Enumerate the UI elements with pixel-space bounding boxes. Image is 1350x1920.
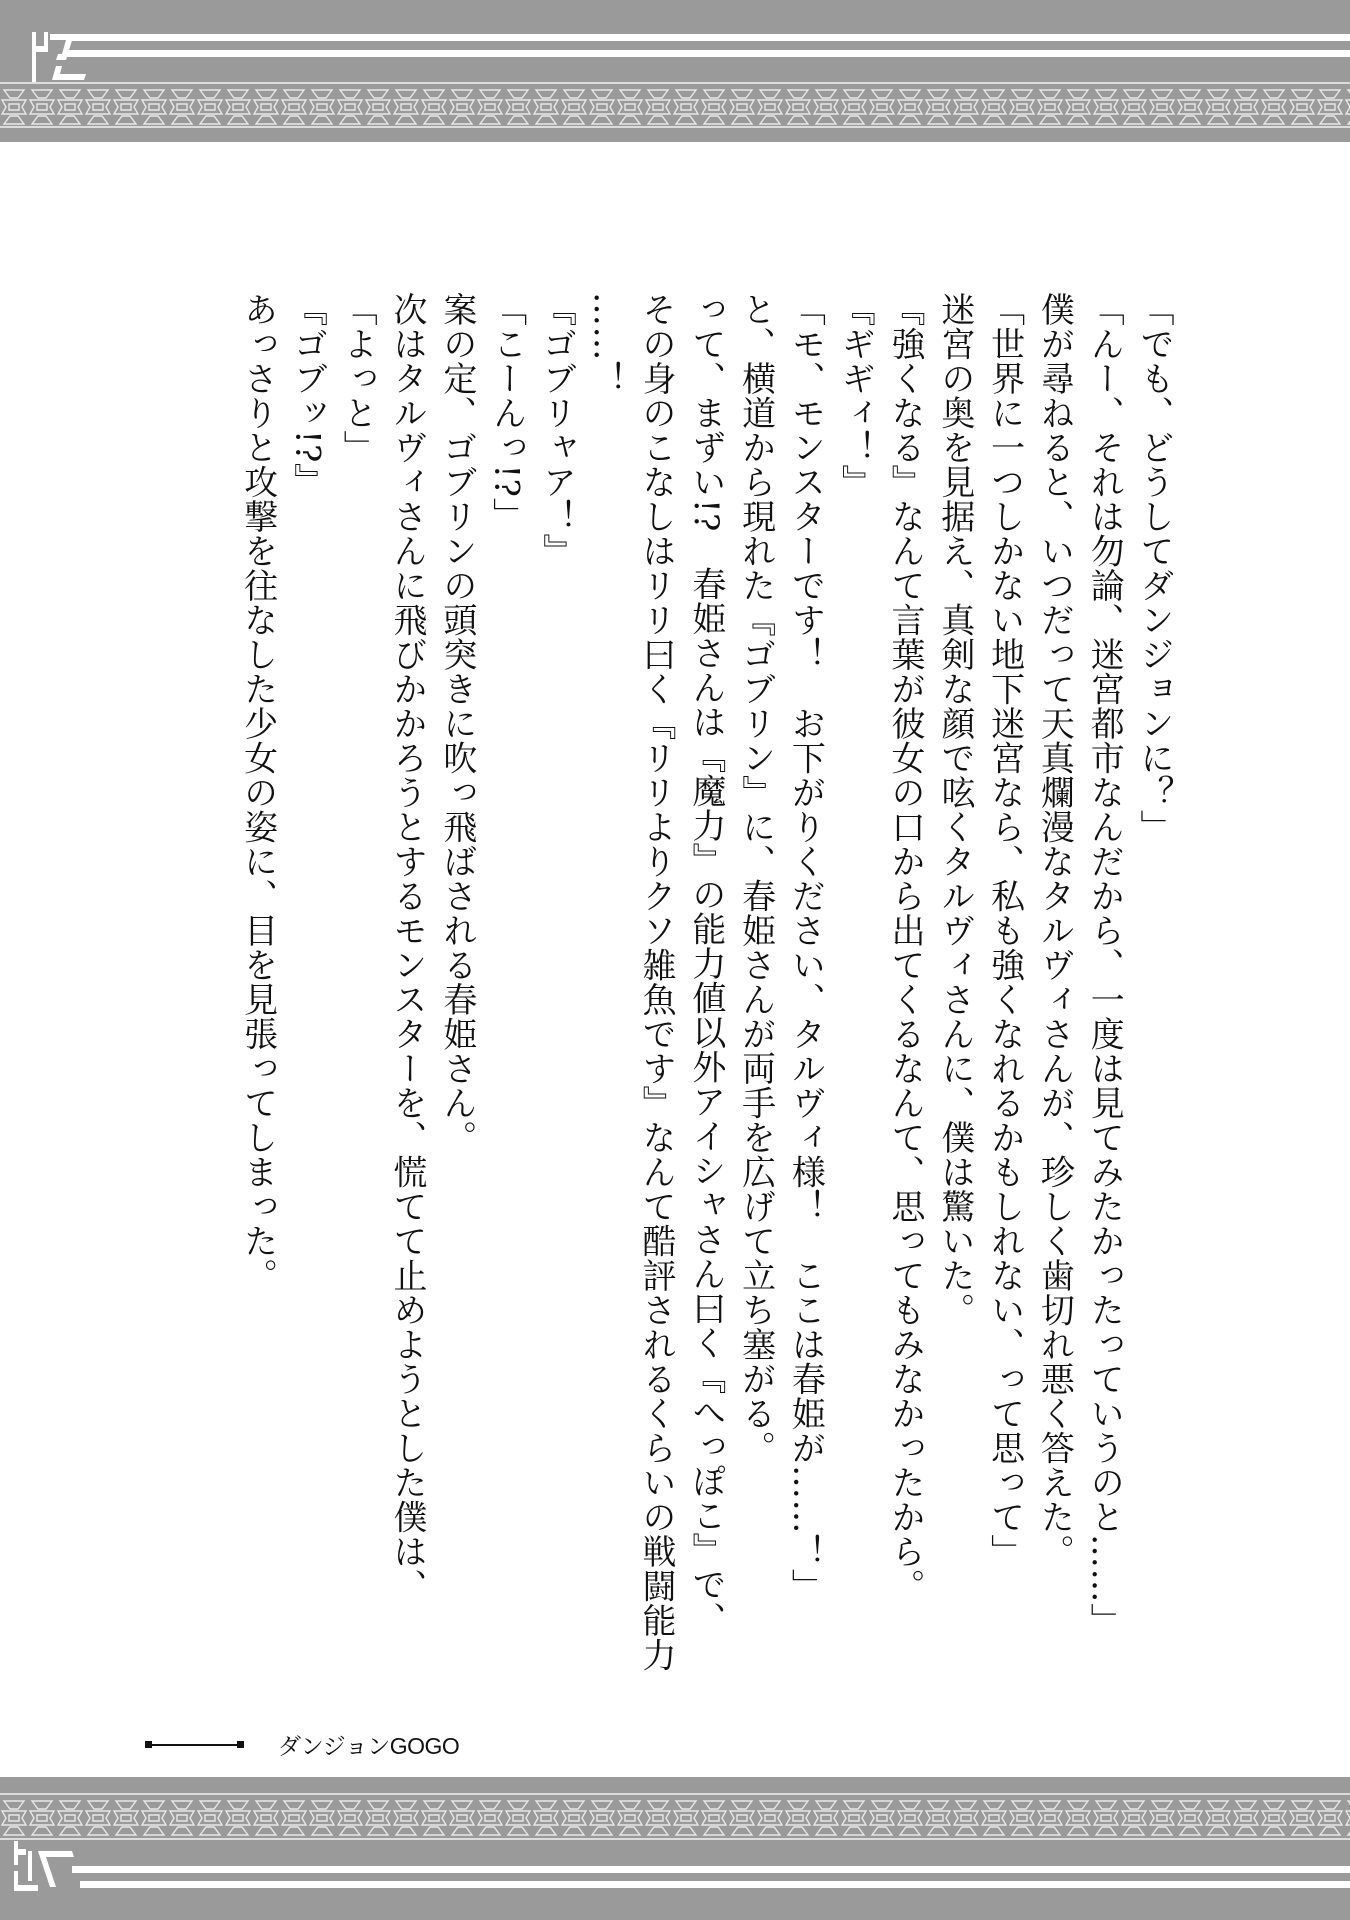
tribal-motif-icon xyxy=(196,87,224,127)
text-line: 『強くなる』なんて言葉が彼女の口から出てくるなんて、思ってもみなかったから。 xyxy=(885,292,926,1603)
tribal-motif-icon xyxy=(588,1798,616,1838)
tribal-motif-icon xyxy=(1176,1798,1204,1838)
tribal-motif-icon xyxy=(784,1798,812,1838)
tribal-motif-icon xyxy=(1316,1798,1344,1838)
tribal-motif-icon xyxy=(1064,87,1092,127)
tribal-motif-icon xyxy=(672,87,700,127)
tribal-motif-icon xyxy=(448,87,476,127)
tribal-motif-icon xyxy=(756,87,784,127)
tribal-motif-icon xyxy=(252,87,280,127)
tribal-motif-icon xyxy=(1288,87,1316,127)
tribal-motif-icon xyxy=(140,1798,168,1838)
tribal-motif-icon xyxy=(1204,1798,1232,1838)
tribal-motif-icon xyxy=(840,1798,868,1838)
tribal-motif-icon xyxy=(168,87,196,127)
tribal-motif-icon xyxy=(812,87,840,127)
tribal-pattern-strip xyxy=(0,87,1350,127)
text-line: 「でも、どうしてダンジョンに？」 xyxy=(1134,292,1174,844)
tribal-motif-icon xyxy=(980,87,1008,127)
tribal-motif-icon xyxy=(28,87,56,127)
tribal-motif-icon xyxy=(56,1798,84,1838)
tribal-motif-icon xyxy=(1288,1798,1316,1838)
tribal-motif-icon xyxy=(588,87,616,127)
tribal-motif-icon xyxy=(700,1798,728,1838)
tribal-motif-icon xyxy=(308,1798,336,1838)
tribal-motif-icon xyxy=(700,87,728,127)
text-line: あっさりと攻撃を往なした少女の姿に、目を見張ってしまった。 xyxy=(237,292,278,1293)
tribal-motif-icon xyxy=(532,1798,560,1838)
book-title: ダンジョンGOGO xyxy=(278,1733,460,1759)
tribal-motif-icon xyxy=(112,87,140,127)
tribal-motif-icon xyxy=(1036,1798,1064,1838)
tribal-motif-icon xyxy=(560,1798,588,1838)
tribal-motif-icon xyxy=(392,87,420,127)
tribal-motif-icon xyxy=(224,87,252,127)
tribal-motif-icon xyxy=(1148,87,1176,127)
tribal-motif-icon xyxy=(868,87,896,127)
tribal-motif-icon xyxy=(420,87,448,127)
tribal-motif-icon xyxy=(924,1798,952,1838)
tribal-motif-icon xyxy=(308,87,336,127)
tribal-motif-icon xyxy=(1232,87,1260,127)
tribal-motif-icon xyxy=(616,1798,644,1838)
tribal-motif-icon xyxy=(616,87,644,127)
tribal-motif-icon xyxy=(168,1798,196,1838)
text-line: 『ギギィ！』 xyxy=(835,292,876,499)
tribal-motif-icon xyxy=(1120,1798,1148,1838)
text-line: 案の定、ゴブリンの頭突きに吹っ飛ばされる春姫さん。 xyxy=(436,292,477,1155)
running-footer xyxy=(147,1728,459,1761)
tribal-motif-icon xyxy=(980,1798,1008,1838)
tribal-motif-icon xyxy=(1092,1798,1120,1838)
tribal-motif-icon xyxy=(840,87,868,127)
tribal-motif-icon xyxy=(756,1798,784,1838)
tribal-motif-icon xyxy=(476,87,504,127)
tribal-pattern-strip xyxy=(0,1798,1350,1838)
text-line: 迷宮の奥を見据え、真剣な顔で呟くタルヴィさんに、僕は驚いた。 xyxy=(934,292,975,1327)
footer-decorative-band xyxy=(0,1777,1350,1920)
tribal-motif-icon xyxy=(392,1798,420,1838)
text-line: 次はタルヴィさんに飛びかかろうとするモンスターを、慌てて止めようとした僕は、 xyxy=(387,292,428,1603)
text-line: 「よっと」 xyxy=(337,292,378,465)
text-line: 『ゴブリャア！』 xyxy=(536,292,577,568)
tribal-motif-icon xyxy=(560,87,588,127)
tribal-motif-icon xyxy=(420,1798,448,1838)
tribal-motif-icon xyxy=(952,87,980,127)
tribal-motif-icon xyxy=(140,87,168,127)
text-line: ……！ xyxy=(586,292,627,396)
tribal-motif-icon xyxy=(252,1798,280,1838)
text-line: 「こーんっ!?」 xyxy=(486,292,527,532)
tribal-motif-icon xyxy=(896,87,924,127)
tribal-motif-icon xyxy=(504,1798,532,1838)
text-line: その身のこなしはリリ曰く『リリよりクソ雑魚です』なんて酷評されるくらいの戦闘能力 xyxy=(636,292,677,1672)
tribal-motif-icon xyxy=(280,1798,308,1838)
tribal-motif-icon xyxy=(1260,1798,1288,1838)
tribal-motif-icon xyxy=(952,1798,980,1838)
tribal-motif-icon xyxy=(112,1798,140,1838)
tribal-motif-icon xyxy=(224,1798,252,1838)
text-line: って、まずい!? 春姫さんは『魔力』の能力値以外アイシャさん曰く『へっぽこ』で、 xyxy=(685,292,726,1636)
tribal-motif-icon xyxy=(1092,87,1120,127)
footer-rule-icon xyxy=(147,1744,242,1746)
tribal-motif-icon xyxy=(728,87,756,127)
tribal-motif-icon xyxy=(280,87,308,127)
tribal-motif-icon xyxy=(728,1798,756,1838)
tribal-motif-icon xyxy=(196,1798,224,1838)
tribal-motif-icon xyxy=(1260,87,1288,127)
tribal-motif-icon xyxy=(812,1798,840,1838)
tribal-motif-icon xyxy=(1008,1798,1036,1838)
tribal-motif-icon xyxy=(28,1798,56,1838)
tribal-motif-icon xyxy=(1204,87,1232,127)
text-line: と、横道から現れた『ゴブリン』に、春姫さんが両手を広げて立ち塞がる。 xyxy=(735,292,776,1465)
tribal-motif-icon xyxy=(1344,1798,1350,1838)
tribal-motif-icon xyxy=(476,1798,504,1838)
tribal-motif-icon xyxy=(896,1798,924,1838)
tribal-motif-icon xyxy=(1232,1798,1260,1838)
text-line: 僕が尋ねると、いつだって天真爛漫なタルヴィさんが、珍しく歯切れ悪く答えた。 xyxy=(1034,292,1075,1569)
tribal-motif-icon xyxy=(336,1798,364,1838)
tribal-motif-icon xyxy=(364,87,392,127)
tribal-motif-icon xyxy=(84,87,112,127)
tribal-motif-icon xyxy=(1064,1798,1092,1838)
text-line: 「モ、モンスターです！ お下がりください、タルヴィ様！ ここは春姫が……！」 xyxy=(785,292,826,1603)
tribal-motif-icon xyxy=(1344,87,1350,127)
tribal-motif-icon xyxy=(1036,87,1064,127)
tribal-motif-icon xyxy=(532,87,560,127)
tribal-motif-icon xyxy=(1148,1798,1176,1838)
tribal-motif-icon xyxy=(784,87,812,127)
tribal-motif-icon xyxy=(672,1798,700,1838)
tribal-motif-icon xyxy=(1120,87,1148,127)
tribal-motif-icon xyxy=(56,87,84,127)
text-line: 「んー、それは勿論、迷宮都市なんだから、一度は見てみたかったっていうのと……」 xyxy=(1084,292,1125,1638)
tribal-motif-icon xyxy=(84,1798,112,1838)
tribal-motif-icon xyxy=(448,1798,476,1838)
tribal-motif-icon xyxy=(1008,87,1036,127)
tribal-motif-icon xyxy=(336,87,364,127)
tribal-motif-icon xyxy=(644,1798,672,1838)
tribal-motif-icon xyxy=(504,87,532,127)
header-decorative-band xyxy=(0,0,1350,142)
tribal-motif-icon xyxy=(644,87,672,127)
tribal-motif-icon xyxy=(1316,87,1344,127)
tribal-motif-icon xyxy=(1176,87,1204,127)
tribal-motif-icon xyxy=(924,87,952,127)
novel-text-body xyxy=(232,292,1178,1672)
tribal-motif-icon xyxy=(364,1798,392,1838)
text-line: 「世界に一つしかない地下迷宮なら、私も強くなれるかもしれない、って思って」 xyxy=(984,292,1025,1569)
tribal-motif-icon xyxy=(0,1798,28,1838)
tribal-motif-icon xyxy=(868,1798,896,1838)
text-line: 『ゴブッ!?』 xyxy=(287,292,328,498)
tribal-motif-icon xyxy=(0,87,28,127)
